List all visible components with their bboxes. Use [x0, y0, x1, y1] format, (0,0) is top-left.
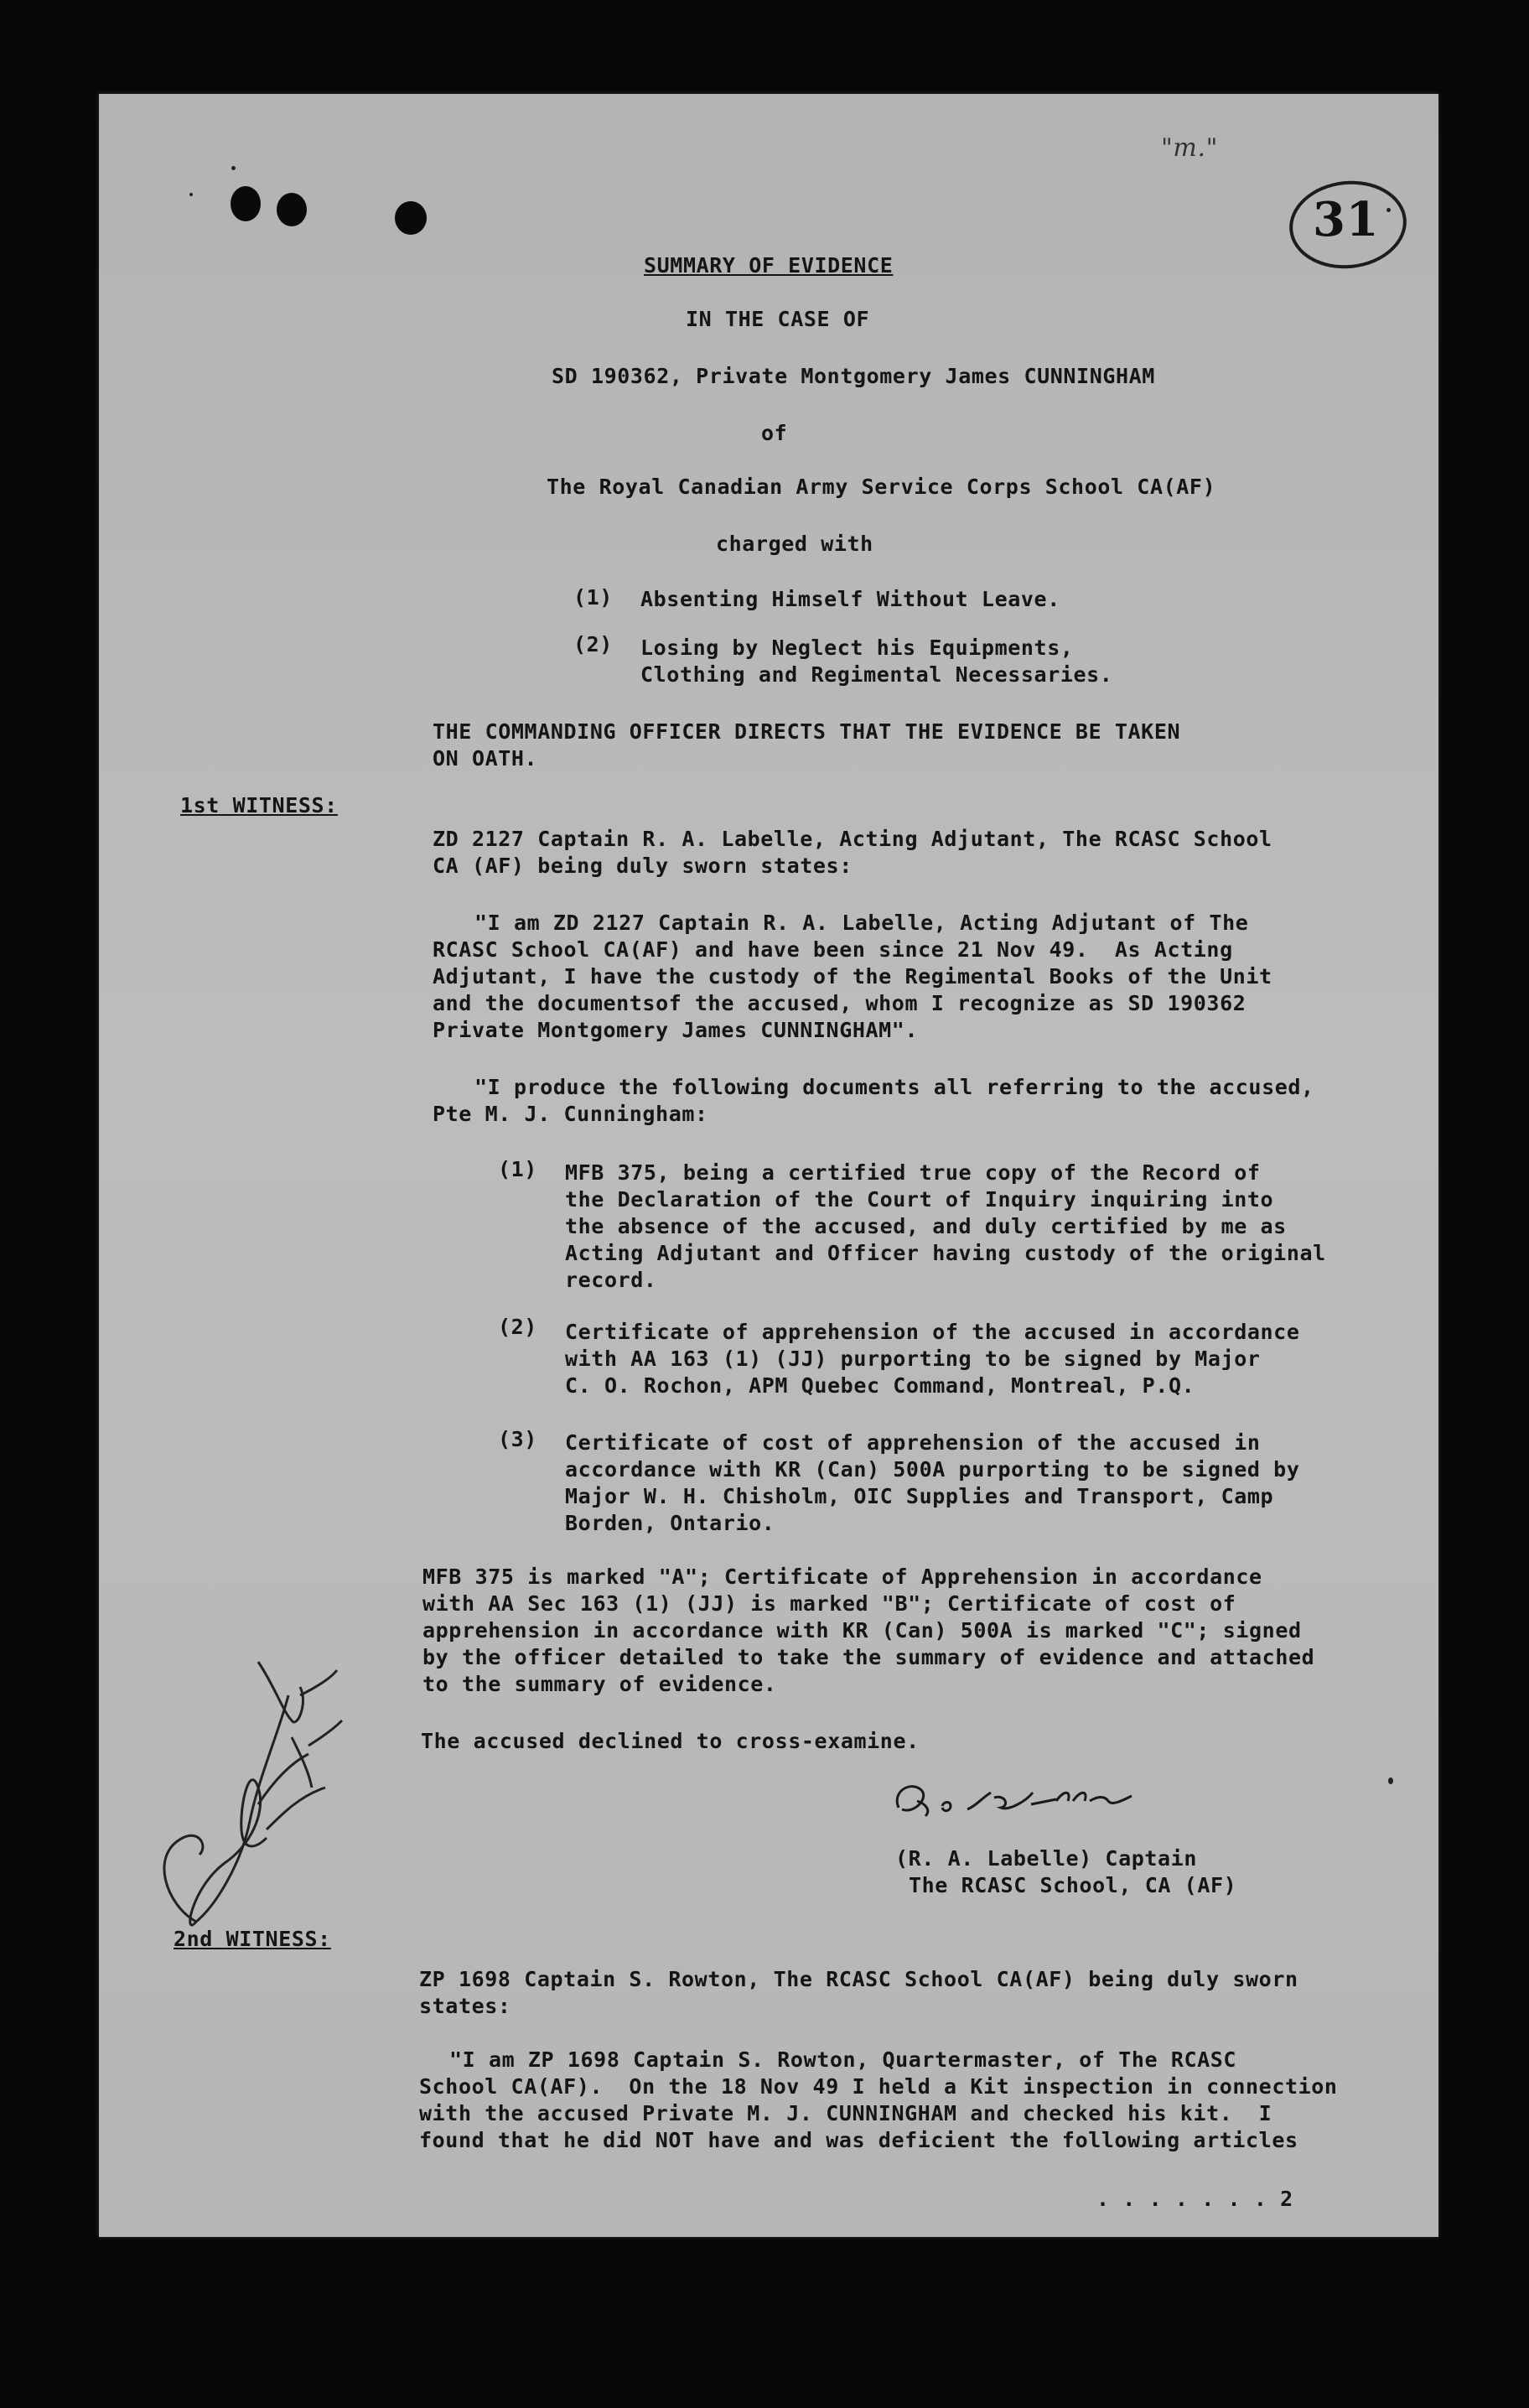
witness-intro: ZD 2127 Captain R. A. Labelle, Acting Adjutant, The RCASC School — [433, 827, 1272, 851]
testimony-line: School CA(AF). On the 18 Nov 49 I held a Kit inspection in connection — [419, 2074, 1338, 2099]
marked-line: to the summary of evidence. — [422, 1672, 777, 1696]
witness-intro: ZP 1698 Captain S. Rowton, The RCASC School CA(AF) being duly sworn — [419, 1967, 1298, 1991]
document-item-text: the Declaration of the Court of Inquiry inquiring into — [565, 1187, 1274, 1212]
of-line: of — [761, 421, 788, 445]
marked-line: apprehension in accordance with KR (Can) 500A is marked "C"; signed — [422, 1618, 1302, 1643]
charge-text: Losing by Neglect his Equipments, — [640, 636, 1074, 660]
punch-hole — [277, 193, 307, 226]
signature-name: (R. A. Labelle) Captain — [895, 1846, 1197, 1871]
charge-text: Absenting Himself Without Leave. — [640, 587, 1060, 611]
testimony-line: Adjutant, I have the custody of the Regimental Books of the Unit — [433, 964, 1272, 989]
page-number: 31 — [1313, 192, 1380, 247]
charge-text: Clothing and Regimental Necessaries. — [640, 662, 1113, 687]
testimony-line: and the documentsof the accused, whom I recognize as SD 190362 — [433, 991, 1247, 1015]
directive-line: THE COMMANDING OFFICER DIRECTS THAT THE EVIDENCE BE TAKEN — [433, 719, 1181, 744]
document-item-text: C. O. Rochon, APM Quebec Command, Montreal, P.Q. — [565, 1373, 1195, 1398]
accused-line: SD 190362, Private Montgomery James CUNNINGHAM — [552, 364, 1155, 388]
document-item-text: accordance with KR (Can) 500A purporting to be signed by — [565, 1457, 1300, 1482]
document-item-text: Borden, Ontario. — [565, 1511, 775, 1535]
witness-label: 2nd WITNESS: — [174, 1927, 331, 1951]
witness-label: 1st WITNESS: — [180, 793, 338, 817]
document-item-text: Certificate of apprehension of the accused in accordance — [565, 1320, 1300, 1344]
directive-line: ON OATH. — [433, 746, 538, 771]
cross-exam-note: The accused declined to cross-examine. — [421, 1729, 920, 1753]
document-item-number: (2) — [498, 1315, 537, 1339]
testimony-line: "I produce the following documents all referring to the accused, — [474, 1075, 1314, 1099]
testimony-line: "I am ZD 2127 Captain R. A. Labelle, Acting Adjutant of The — [474, 911, 1249, 935]
punch-hole — [395, 201, 427, 235]
marked-line: by the officer detailed to take the summary of evidence and attached — [422, 1645, 1315, 1669]
document-item-text: Major W. H. Chisholm, OIC Supplies and Transport, Camp — [565, 1484, 1274, 1508]
handwritten-mark: "m." — [1161, 133, 1218, 163]
ink-speck — [231, 166, 236, 170]
labelle-signature — [884, 1767, 1169, 1835]
document-item-text: record. — [565, 1268, 657, 1292]
margin-signature — [132, 1637, 359, 2014]
document-item-number: (1) — [498, 1157, 537, 1181]
punch-hole — [231, 186, 261, 221]
document-item-text: with AA 163 (1) (JJ) purporting to be signed by Major — [565, 1347, 1261, 1371]
document-page — [99, 94, 1438, 2237]
ink-speck — [189, 193, 193, 196]
testimony-line: with the accused Private M. J. CUNNINGHAM and checked his kit. I — [419, 2101, 1272, 2125]
document-item-number: (3) — [498, 1427, 537, 1451]
charge-number: (2) — [573, 632, 613, 656]
ink-speck — [1388, 1777, 1393, 1784]
witness-intro: states: — [419, 1994, 511, 2018]
testimony-line: RCASC School CA(AF) and have been since 21 Nov 49. As Acting — [433, 937, 1233, 962]
case-heading: IN THE CASE OF — [686, 307, 870, 331]
document-item-text: the absence of the accused, and duly certified by me as — [565, 1214, 1287, 1238]
marked-line: MFB 375 is marked "A"; Certificate of Apprehension in accordance — [422, 1565, 1262, 1589]
document-item-text: Acting Adjutant and Officer having custody of the original — [565, 1241, 1326, 1265]
document-item-text: Certificate of cost of apprehension of the accused in — [565, 1430, 1261, 1455]
document-item-text: MFB 375, being a certified true copy of the Record of — [565, 1160, 1261, 1185]
charged-with: charged with — [716, 532, 873, 556]
marked-line: with AA Sec 163 (1) (JJ) is marked "B"; Certificate of cost of — [422, 1591, 1236, 1616]
charge-number: (1) — [573, 585, 613, 610]
testimony-line: found that he did NOT have and was deficient the following articles — [419, 2128, 1298, 2152]
witness-intro: CA (AF) being duly sworn states: — [433, 854, 853, 878]
testimony-line: "I am ZP 1698 Captain S. Rowton, Quartermaster, of The RCASC — [449, 2047, 1237, 2072]
signature-unit: The RCASC School, CA (AF) — [909, 1873, 1237, 1897]
unit-line: The Royal Canadian Army Service Corps School CA(AF) — [547, 475, 1216, 499]
testimony-line: Private Montgomery James CUNNINGHAM". — [433, 1018, 919, 1042]
document-title: SUMMARY OF EVIDENCE — [644, 253, 894, 278]
testimony-line: Pte M. J. Cunningham: — [433, 1102, 708, 1126]
page-continuation: . . . . . . . 2 — [1096, 2187, 1293, 2211]
